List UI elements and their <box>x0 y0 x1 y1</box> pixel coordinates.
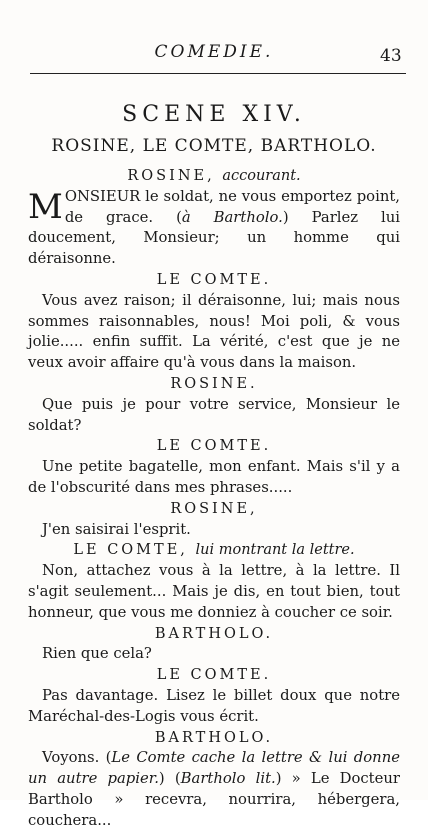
speaker-heading: LE COMTE. <box>156 438 272 455</box>
speaker-heading: ROSINE, <box>170 500 258 517</box>
speaker-heading: BARTHOLO. <box>154 729 274 746</box>
stage-direction: à Bartholo. <box>181 208 283 226</box>
speech: Rien que cela? <box>42 645 152 663</box>
speaker-heading: ROSINE. <box>170 375 258 392</box>
play-text <box>28 166 400 832</box>
speaker-name: ROSINE <box>127 168 208 184</box>
speech: Vous avez raison; il déraisonne, lui; mais nous sommes raisonnables, nous! Moi poli, & vous jolie..... enfin suffit. La vérité, c'est que je ne veux avoir affaire qu'à vous dans la maison. <box>28 291 400 372</box>
speaker-heading: BARTHOLO. <box>154 625 274 642</box>
speaker-heading: LE COMTE. <box>156 271 272 288</box>
speech: J'en saisirai l'esprit. <box>42 520 191 538</box>
stage-direction: Bartholo lit. <box>180 770 276 788</box>
speech: Voyons. (Le Comte cache la lettre & lui donne un autre papier.) (Bartholo lit.) » Le Docteur Bartholo » recevra, nourrira, hébergera, couchera... <box>28 749 400 829</box>
speech: MONSIEUR le soldat, ne vous emportez point, de grace. (à Bartholo.) Parlez lui doucement, Monsieur; un homme qui déraisonne. <box>28 186 400 268</box>
speaker-heading: LE COMTE. <box>156 667 272 684</box>
scene-characters: ROSINE, LE COMTE, BARTHOLO. <box>51 136 377 156</box>
stage-direction: lui montrant la lettre. <box>195 542 355 559</box>
speech: Pas davantage. Lisez le billet doux que notre Maréchal-des-Logis vous écrit. <box>28 686 400 725</box>
stage-direction: accourant. <box>222 168 301 184</box>
drop-cap: M <box>28 186 63 227</box>
speaker-name: LE COMTE, <box>73 542 188 559</box>
speech: Non, attachez vous à la lettre, à la lettre. Il s'agit seulement... Mais je dis, en tout bien, tout honneur, que vous me donniez à coucher ce soir. <box>28 562 400 621</box>
stage-direction: Le Comte cache la lettre & lui donne un autre papier. <box>28 749 400 788</box>
scene-title: SCENE XIV. <box>122 102 306 127</box>
page-number: 43 <box>380 46 402 66</box>
speech: Que puis je pour votre service, Monsieur le soldat? <box>28 395 400 434</box>
speaker-heading: ROSINE, accourant. <box>127 168 301 184</box>
running-head: COMEDIE. <box>154 42 274 62</box>
speaker-heading <box>28 540 400 561</box>
header-rule <box>30 73 406 74</box>
speech: Une petite bagatelle, mon enfant. Mais s'il y a de l'obscurité dans mes phrases..... <box>28 458 400 496</box>
